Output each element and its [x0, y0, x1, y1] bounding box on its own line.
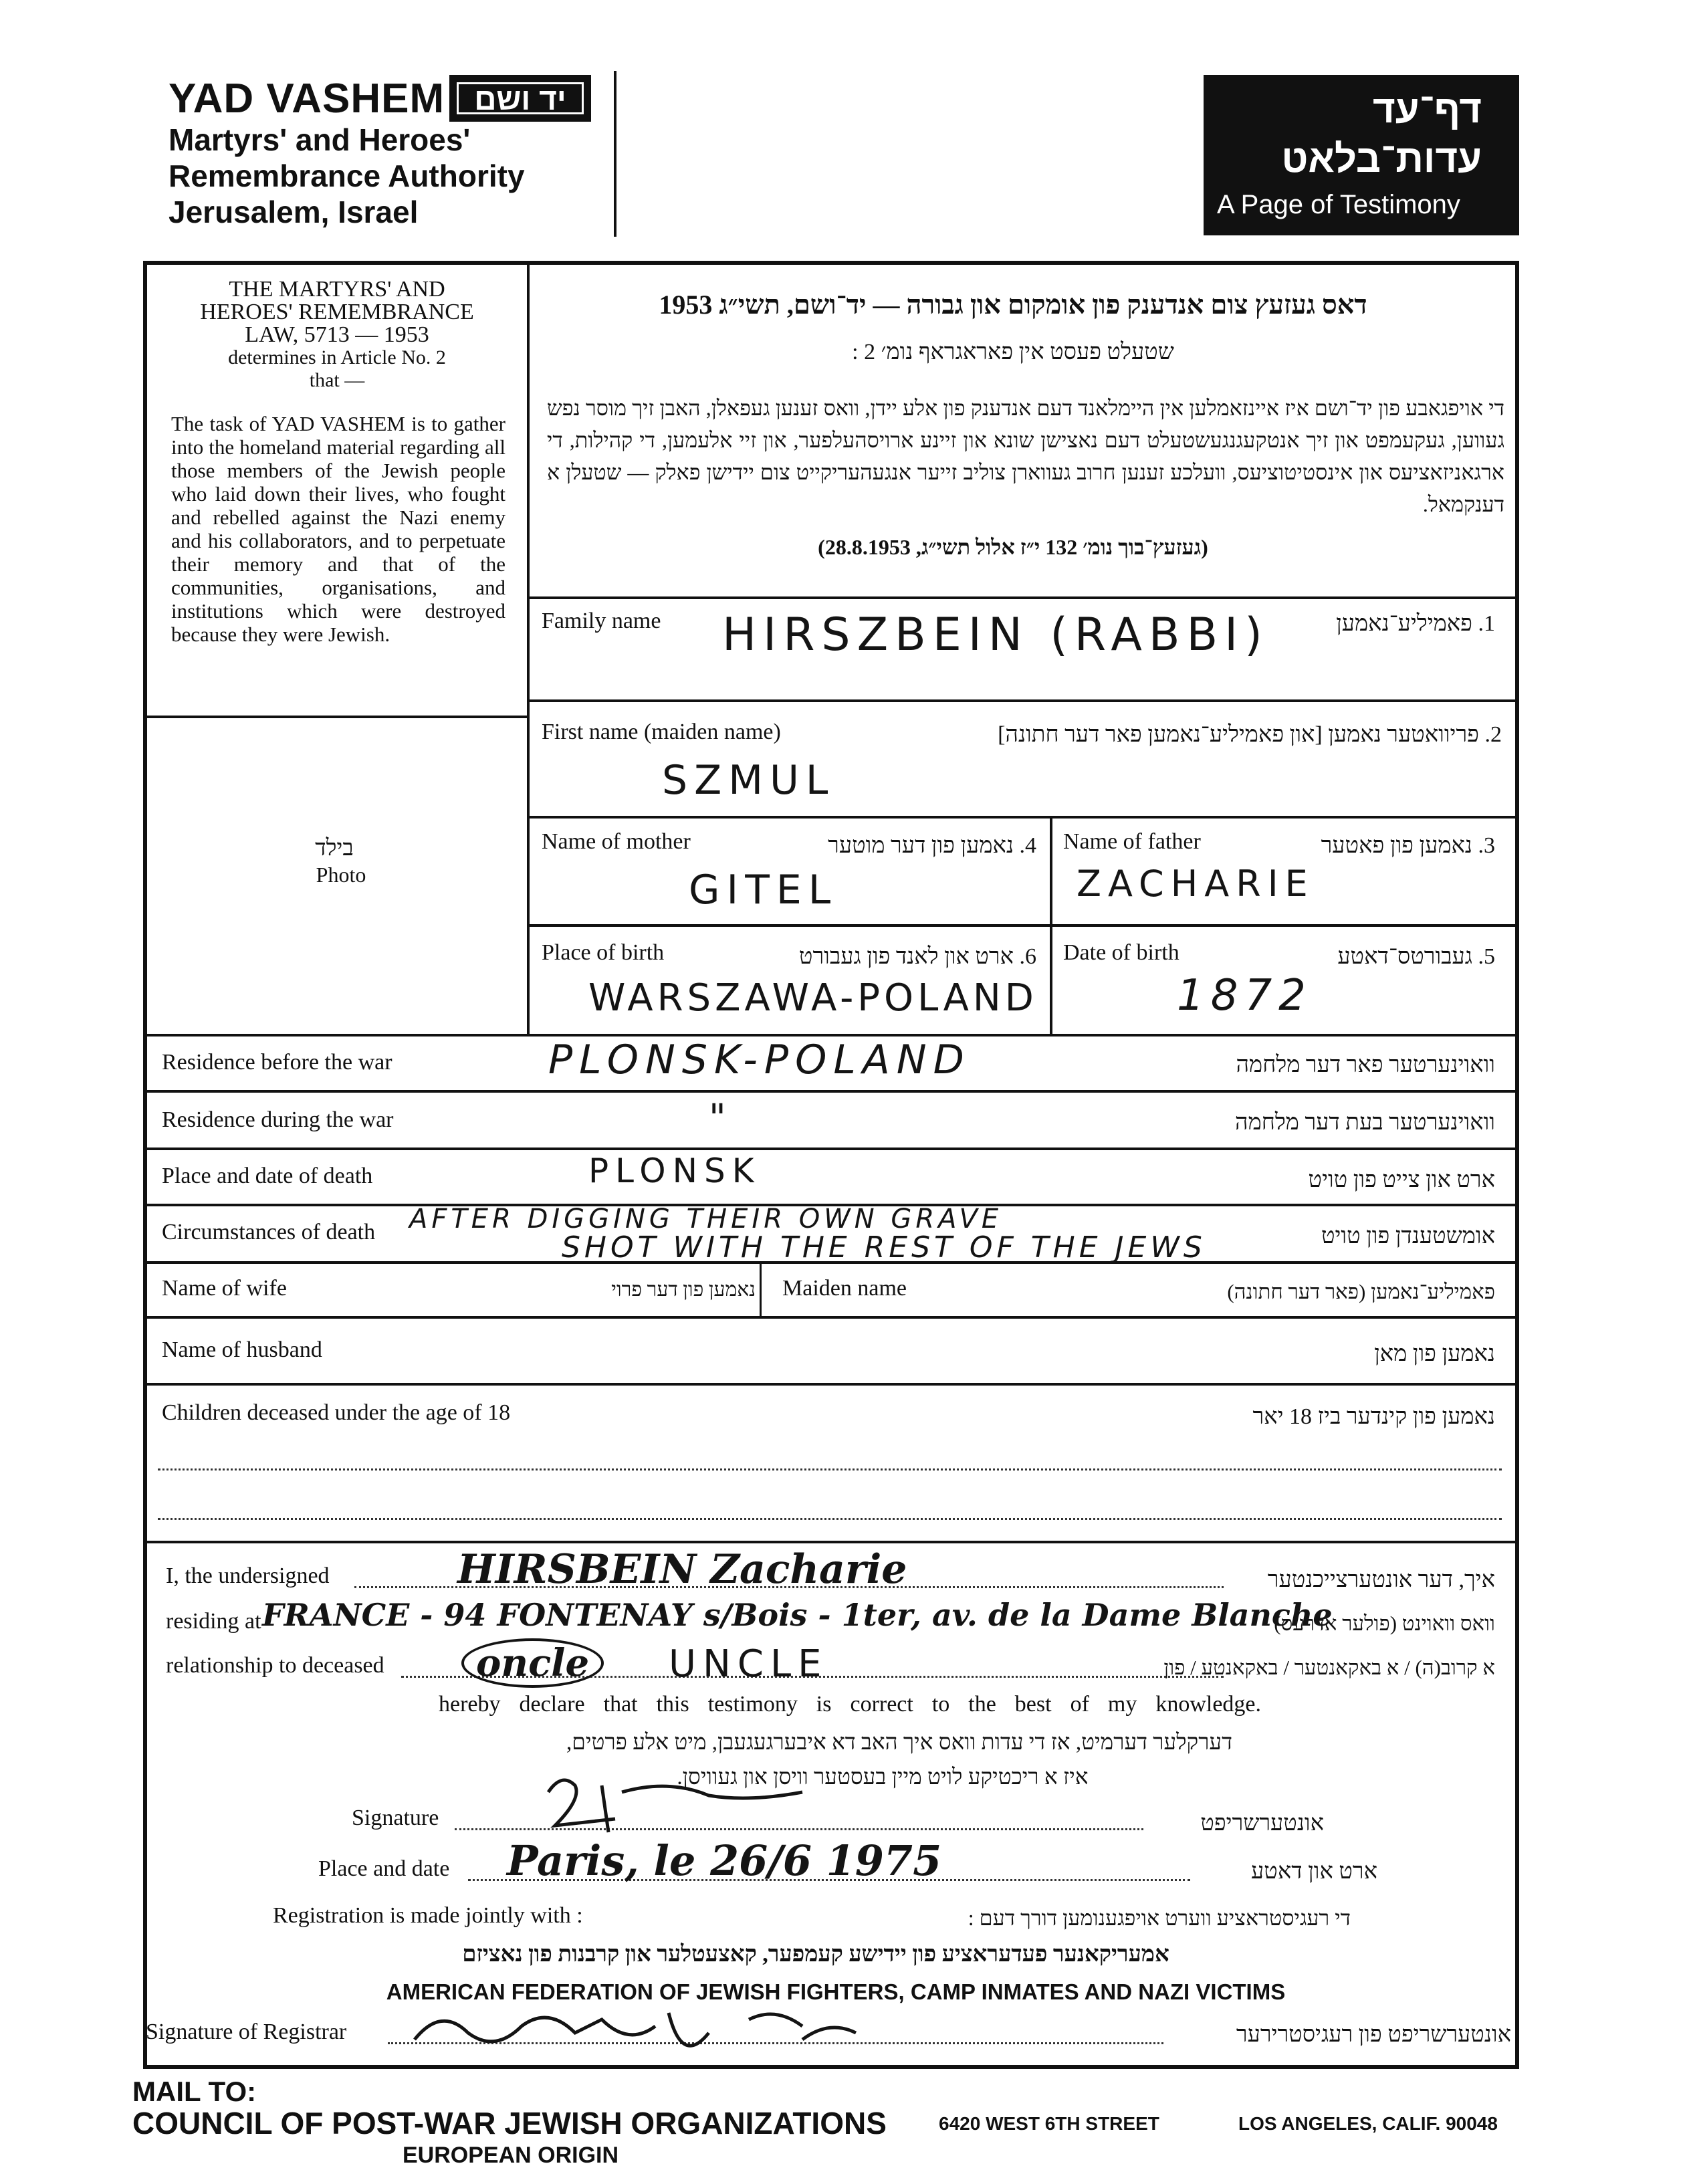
residing-value: FRANCE - 94 FONTENAY s/Bois - 1ter, av. de la Dame Blanche: [262, 1597, 1333, 1633]
family-name-yiddish: 1. פאמיליע־נאמען: [1336, 611, 1495, 636]
signature-yiddish: אונטערשריפט: [1200, 1811, 1324, 1836]
declaration-yiddish-1: דערקלער דערמיט, אז די עדות וואס איך האב דא איבערגעגעבן, מיט אלע פרטים,: [566, 1731, 1232, 1755]
page-of-testimony-badge: [1204, 75, 1519, 235]
signature-image: [535, 1765, 816, 1839]
left-column-divider: [527, 261, 530, 1035]
badge-yiddish-2: עדות־בלאט: [1281, 137, 1482, 181]
law-yiddish-ref: (געזעץ־בוך נומ׳ 132 י״ז אלול תשי״ג, 28.8.1953): [818, 535, 1208, 559]
relationship-value-1: oncle: [461, 1638, 604, 1688]
first-name-yiddish: 2. פריוואטער נאמען [און פאמיליע־נאמען פאר דער חתונה]: [998, 722, 1502, 747]
council-name: COUNCIL OF POST-WAR JEWISH ORGANIZATIONS: [132, 2106, 887, 2141]
residence-during-value: ": [709, 1097, 733, 1140]
maiden-name-label: Maiden name: [782, 1276, 907, 1301]
mother-name-value: GITEL: [689, 867, 838, 913]
registration-label: Registration is made jointly with :: [273, 1903, 583, 1928]
birth-place-yiddish: 6. ארט און לאנד פון געבורט: [798, 944, 1036, 969]
birth-date-yiddish: 5. געבורטס־דאטע: [1337, 944, 1495, 969]
registrar-signature-label: Signature of Registrar: [146, 2019, 347, 2044]
relationship-label: relationship to deceased: [166, 1653, 384, 1678]
family-name-label: Family name: [542, 609, 661, 633]
law-box-bottom: [143, 716, 528, 718]
declaration-yiddish-2: איז א ריכטיקע לויט מיין בעסטער וויסן און געוויסן.: [677, 1765, 1089, 1789]
residence-during-label: Residence during the war: [162, 1107, 394, 1132]
husband-label: Name of husband: [162, 1337, 322, 1362]
place-date-yiddish: ארט און דאטע: [1251, 1859, 1377, 1884]
undersigned-label: I, the undersigned: [166, 1563, 330, 1588]
law-yiddish-body: די אויפגאבע פון יד־ושם איז איינזאמלען אין היימלאנד דעם אנדענק פון אלע יידן, וואס זענען געפאלן, האבן זיך מוסר נפש געווען, געקעמפט און זיך אנטקעגנגעשטעלט דעם נאצישן שונא און זיינע ארויסהעלפער, און זיי אלעמען, די קהילות, די ארגאניזאציעס און אינסטיטוציעס, וועלכע זענען חרוב געווארן צוליב זייער אנגעהעריקייט צום יידישן פאלק — שטעלן א דענקמאל.: [547, 396, 1504, 516]
maiden-name-yiddish: פאמיליע־נאמען (פאר דער חתונה): [1227, 1280, 1495, 1303]
residence-before-yiddish: וואוינערטער פאר דער מלחמה: [1236, 1053, 1495, 1077]
circumstances-label: Circumstances of death: [162, 1220, 376, 1244]
yad-vashem-hebrew-logo: יד ושם: [449, 75, 591, 122]
org-line-2: Remembrance Authority: [168, 158, 525, 193]
circumstances-yiddish: אומשטענדן פון טויט: [1321, 1224, 1495, 1248]
law-body: The task of YAD VASHEM is to gather into the homeland material regarding all those members of the Jewish people who laid down their lives, who fought and rebelled against the Nazi enemy and his collaborators, and to perpetuate their memory and that of the communities, organisations, and institutions which were destroyed because they were Jewish.: [171, 412, 505, 646]
header-divider: [614, 71, 616, 237]
photo-label: Photo: [316, 863, 366, 887]
law-yiddish-subtitle: שטעלט פעסט אין פאראגראף נומ׳ 2 :: [852, 340, 1174, 364]
first-name-value: SZMUL: [662, 757, 835, 804]
father-name-label: Name of father: [1063, 829, 1201, 854]
birth-date-value: 1872: [1177, 971, 1313, 1020]
registrar-signature-image: [401, 1993, 869, 2073]
signature-label: Signature: [352, 1806, 439, 1830]
registration-yiddish: די רעגיסטראציע ווערט אויפגענומען דורך דעם :: [968, 1906, 1351, 1930]
law-heading: THE MARTYRS' AND HEROES' REMEMBRANCE LAW, 5713 — 1953 determines in Article No. 2 that —: [200, 277, 474, 391]
death-place-yiddish: ארט און צייט פון טויט: [1308, 1168, 1495, 1192]
org-line-1: Martyrs' and Heroes': [168, 122, 471, 157]
federation-yiddish: אמעריקאנער פעדעראציע פון יידישע קעמפער, קאצעטלער און קרבנות פון נאציזם: [462, 1942, 1169, 1967]
badge-yiddish-1: דף־עד: [1373, 88, 1482, 131]
death-place-label: Place and date of death: [162, 1164, 373, 1188]
law-yiddish-title: דאס געזעץ צום אנדענק פון אומקום און גבורה — יד־ושם, תשי״ג 1953: [659, 290, 1367, 320]
registrar-signature-yiddish: אונטערשריפט פון רעגיסטרירער: [1236, 2022, 1511, 2047]
relationship-yiddish: א קרוב(ה) / א באקאנטער / באקאנטע / פון: [1163, 1656, 1495, 1679]
father-name-value: ZACHARIE: [1077, 863, 1315, 905]
org-name: YAD VASHEM: [168, 76, 445, 122]
relationship-value-2: UNCLE: [669, 1642, 828, 1686]
children-yiddish: נאמען פון קינדער ביז 18 יאר: [1252, 1404, 1495, 1429]
family-name-value: HIRSZBEIN (RABBI): [722, 609, 1269, 661]
residing-yiddish: וואס וואוינט (פולער אדרעס): [1274, 1612, 1495, 1635]
first-name-label: First name (maiden name): [542, 720, 781, 744]
badge-english: A Page of Testimony: [1217, 190, 1460, 219]
mother-name-label: Name of mother: [542, 829, 691, 854]
birth-place-label: Place of birth: [542, 940, 665, 965]
street-address: 6420 WEST 6TH STREET: [939, 2113, 1159, 2134]
husband-yiddish: נאמען פון מאן: [1374, 1341, 1495, 1366]
birth-date-label: Date of birth: [1063, 940, 1179, 965]
residence-during-yiddish: וואוינערטער בעת דער מלחמה: [1235, 1110, 1495, 1135]
death-place-value: PLONSK: [588, 1152, 761, 1190]
photo-label-yiddish: בילד: [315, 836, 354, 861]
circumstances-value-1: AFTER DIGGING THEIR OWN GRAVE: [409, 1204, 1003, 1234]
birth-place-value: WARSZAWA-POLAND: [588, 976, 1038, 1020]
residence-before-label: Residence before the war: [162, 1050, 392, 1075]
mother-name-yiddish: 4. נאמען פון דער מוטער: [828, 833, 1036, 858]
org-line-3: Jerusalem, Israel: [168, 195, 419, 229]
place-date-value: Paris, le 26/6 1975: [507, 1836, 942, 1885]
father-name-yiddish: 3. נאמען פון פאטער: [1321, 833, 1495, 858]
declaration-english: hereby declare that this testimony is correct to the best of my knowledge.: [439, 1692, 1261, 1717]
wife-label: Name of wife: [162, 1276, 287, 1301]
european-origin: EUROPEAN ORIGIN: [403, 2143, 619, 2168]
federation-english: AMERICAN FEDERATION OF JEWISH FIGHTERS, CAMP INMATES AND NAZI VICTIMS: [386, 1979, 1286, 2004]
city-address: LOS ANGELES, CALIF. 90048: [1238, 2113, 1498, 2134]
children-label: Children deceased under the age of 18: [162, 1400, 511, 1425]
mail-to-label: MAIL TO:: [132, 2076, 257, 2107]
wife-yiddish: נאמען פון דער פרוי: [611, 1279, 756, 1301]
undersigned-value: HIRSBEIN Zacharie: [457, 1546, 907, 1593]
residence-before-value: PLONSK-POLAND: [548, 1036, 971, 1083]
place-date-label: Place and date: [318, 1856, 450, 1881]
residing-label: residing at: [166, 1609, 261, 1634]
circumstances-value-2: SHOT WITH THE REST OF THE JEWS: [562, 1230, 1206, 1265]
undersigned-yiddish: איך, דער אונטערצייכנטער: [1267, 1567, 1495, 1592]
